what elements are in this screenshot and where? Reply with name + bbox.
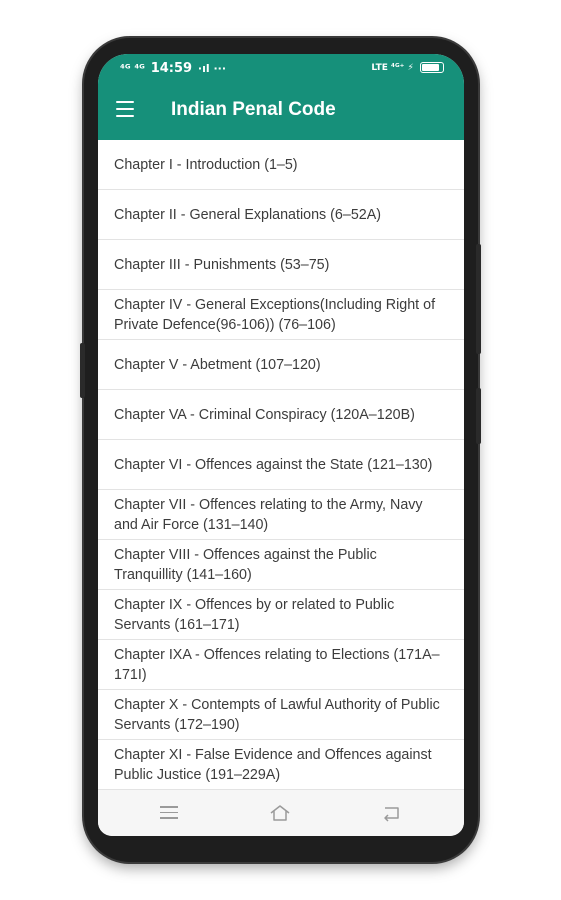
status-bar (98, 54, 464, 84)
home-icon[interactable] (269, 803, 291, 823)
list-item[interactable] (98, 140, 464, 190)
chapter-list[interactable] (98, 140, 464, 790)
status-time: 14:59 (150, 61, 193, 76)
list-item[interactable] (98, 340, 464, 390)
navigation-bar (98, 790, 464, 836)
chapter-label: Chapter IX - Offences by or related to Public Servants (161–171) (114, 596, 395, 633)
menu-icon[interactable] (158, 803, 180, 823)
app-bar (98, 84, 464, 140)
volume-button (80, 343, 85, 398)
chapter-label: Chapter VII - Offences relating to the Army, Navy and Air Force (131–140) (114, 496, 423, 533)
list-item[interactable] (98, 690, 464, 740)
chapter-label: Chapter I - Introduction (1–5) (114, 156, 298, 173)
chapter-label: Chapter II - General Explanations (6–52A) (114, 206, 382, 223)
list-item[interactable] (98, 290, 464, 340)
battery-icon (420, 62, 444, 73)
app-title: Indian Penal Code (171, 99, 336, 120)
chapter-label: Chapter XI - False Evidence and Offences against Public Justice (191–229A) (114, 746, 432, 783)
chapter-label: Chapter X - Contempts of Lawful Authority of Public Servants (172–190) (114, 696, 440, 733)
chapter-label: Chapter VIII - Offences against the Public Tranquillity (141–160) (114, 546, 377, 583)
chapter-label: Chapter VI - Offences against the State (121–130) (114, 456, 433, 473)
list-item[interactable] (98, 740, 464, 790)
status-right (371, 62, 444, 73)
chapter-label: Chapter IV - General Exceptions(Including Right of Private Defence(96-106)) (76–106) (114, 296, 436, 333)
list-item[interactable] (98, 590, 464, 640)
list-item[interactable] (98, 240, 464, 290)
phone-screen (98, 54, 464, 836)
side-button (476, 388, 481, 444)
hamburger-menu-icon[interactable] (116, 101, 136, 119)
status-extra: ·ıl ··· (197, 62, 227, 75)
list-item[interactable] (98, 490, 464, 540)
chapter-label: Chapter V - Abetment (107–120) (114, 356, 321, 373)
list-item[interactable] (98, 440, 464, 490)
chapter-label: Chapter III - Punishments (53–75) (114, 256, 330, 273)
chapter-label: Chapter VA - Criminal Conspiracy (120A–120B) (114, 406, 415, 423)
list-item[interactable] (98, 640, 464, 690)
signal-icon: ⁴ᴳ ⁴ᴳ (120, 62, 145, 75)
list-item[interactable] (98, 540, 464, 590)
power-button (476, 244, 481, 354)
list-item[interactable] (98, 190, 464, 240)
network-icon: LTE ⁴ᴳ⁺ ⚡ (371, 63, 414, 73)
status-left (120, 61, 226, 76)
back-icon[interactable] (381, 803, 403, 823)
list-item[interactable] (98, 390, 464, 440)
chapter-label: Chapter IXA - Offences relating to Elections (171A–171I) (114, 646, 440, 683)
